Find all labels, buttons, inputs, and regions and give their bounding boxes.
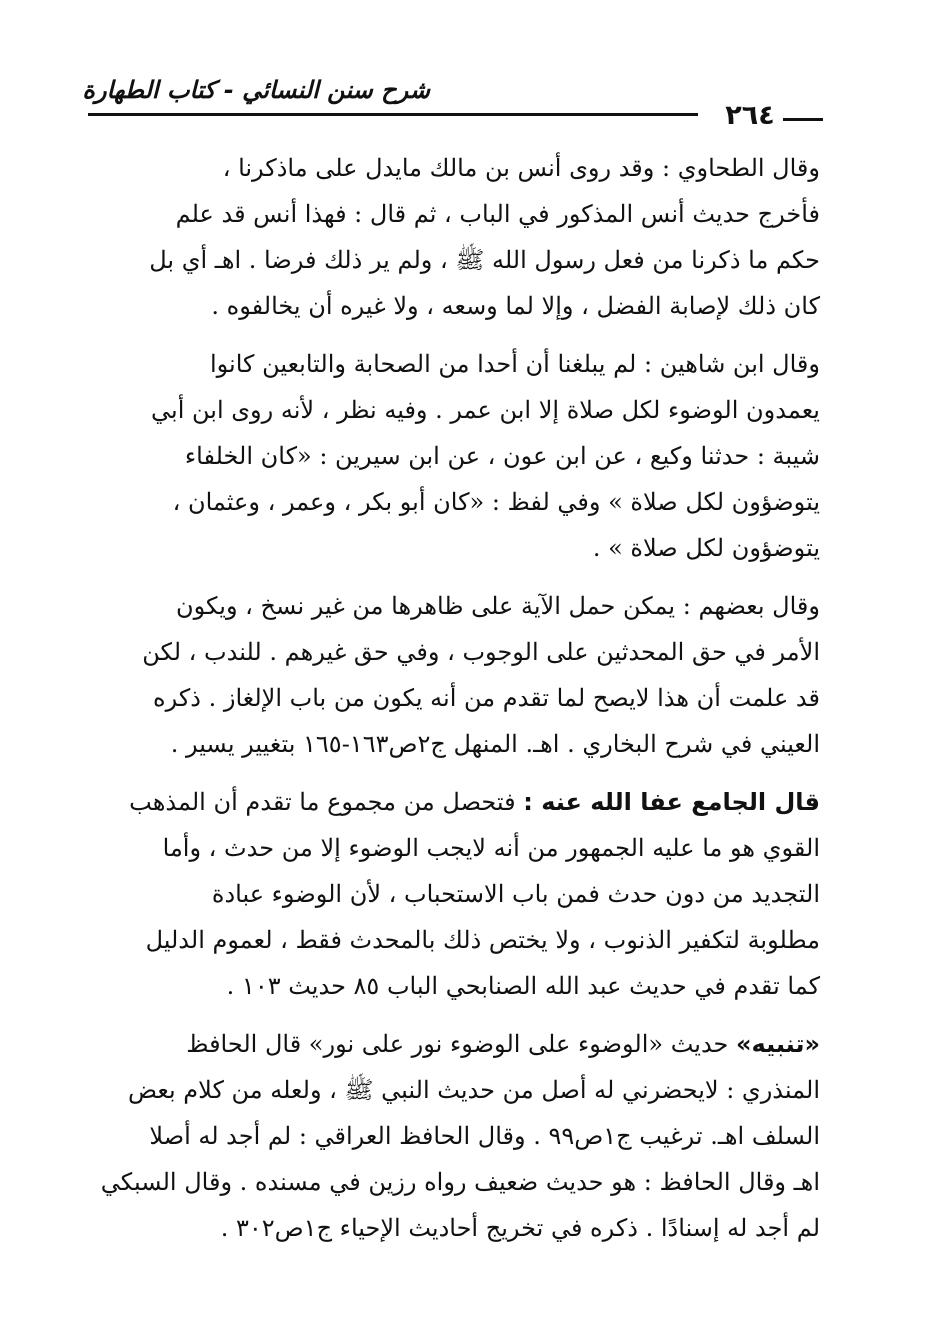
text-line: وقال ابن شاهين : لم يبلغنا أن أحدا من الصحابة والتابعين كانوا <box>209 350 820 378</box>
text-line: التجديد من دون حدث فمن باب الاستحباب ، لأن الوضوء عبادة <box>211 880 820 908</box>
text-line: لم أجد له إسنادًا . ذكره في تخريج أحاديث الإحياء ج١ص٣٠٢ . <box>220 1214 820 1242</box>
running-header-title: شرح سنن النسائي - كتاب الطهارة <box>82 76 430 104</box>
text-line: السلف اهـ. ترغيب ج١ص٩٩ . وقال الحافظ العراقي : لم أجد له أصلا <box>149 1122 820 1150</box>
text-line: كما تقدم في حديث عبد الله الصنابحي الباب ٨٥ حديث ١٠٣ . <box>226 972 820 1000</box>
text-line: القوي هو ما عليه الجمهور من أنه لايجب الوضوء إلا من حدث ، وأما <box>162 834 820 862</box>
text-line: اهـ وقال الحافظ : هو حديث ضعيف رواه رزين في مسنده . وقال السبكي <box>100 1168 820 1196</box>
text-line: المنذري : لايحضرني له أصل من حديث النبي ﷺ ، ولعله من كلام بعض <box>127 1076 820 1104</box>
page-number-dash <box>783 118 823 121</box>
text-line: كان ذلك لإصابة الفضل ، وإلا لما وسعه ، ولا غيره أن يخالفوه . <box>211 292 820 320</box>
text-line <box>100 779 820 825</box>
text-line-rest: حديث «الوضوء على الوضوء نور على نور» قال الحافظ <box>186 1030 729 1058</box>
text-line: فأخرج حديث أنس المذكور في الباب ، ثم قال : فهذا أنس قد علم <box>175 200 820 228</box>
text-line <box>100 1021 820 1067</box>
text-line: حكم ما ذكرنا من فعل رسول الله ﷺ ، ولم ير ذلك فرضا . اهـ أي بل <box>149 246 820 274</box>
page-number: ٢٦٤ <box>725 100 775 131</box>
paragraph-jami <box>100 779 820 1009</box>
text-line: قد علمت أن هذا لايصح لما تقدم من أنه يكون من باب الإلغاز . ذكره <box>153 684 820 712</box>
text-line: شيبة : حدثنا وكيع ، عن ابن عون ، عن ابن سيرين : «كان الخلفاء <box>184 442 820 470</box>
paragraph-lead: «تنبيه» <box>736 1030 820 1058</box>
paragraph-tahawi <box>100 145 820 329</box>
paragraph-tanbih <box>100 1021 820 1251</box>
text-line: وقال بعضهم : يمكن حمل الآية على ظاهرها من غير نسخ ، ويكون <box>175 592 820 620</box>
text-line: الأمر في حق المحدثين على الوجوب ، وفي حق غيرهم . للندب ، لكن <box>142 638 820 666</box>
text-line: العيني في شرح البخاري . اهـ. المنهل ج٢ص١٦٣-١٦٥ بتغيير يسير . <box>170 730 820 758</box>
header-rule <box>88 113 698 116</box>
paragraph-lead: قال الجامع عفا الله عنه : <box>523 788 820 816</box>
paragraph-ibn-shahin <box>100 341 820 571</box>
text-line: مطلوبة لتكفير الذنوب ، ولا يختص ذلك بالمحدث فقط ، لعموم الدليل <box>145 926 820 954</box>
text-line-rest: فتحصل من مجموع ما تقدم أن المذهب <box>129 788 516 816</box>
paragraph-baadihim <box>100 583 820 767</box>
page-body <box>100 145 820 1263</box>
text-line: يعمدون الوضوء لكل صلاة إلا ابن عمر . وفيه نظر ، لأنه روى ابن أبي <box>151 396 820 424</box>
text-line: يتوضؤون لكل صلاة » . <box>592 534 820 562</box>
text-line: يتوضؤون لكل صلاة » وفي لفظ : «كان أبو بكر ، وعمر ، وعثمان ، <box>172 488 820 516</box>
text-line: وقال الطحاوي : وقد روى أنس بن مالك مايدل على ماذكرنا ، <box>222 154 820 182</box>
